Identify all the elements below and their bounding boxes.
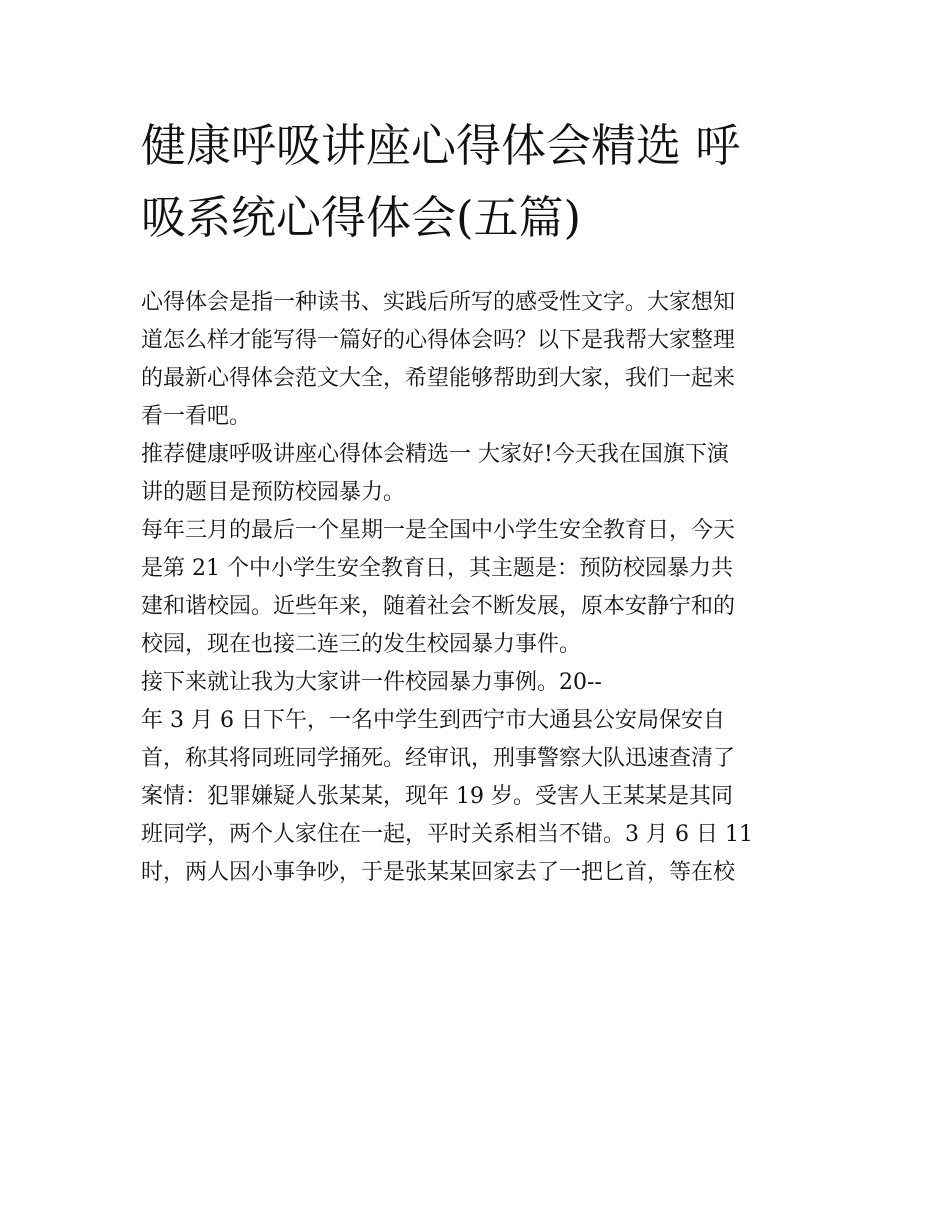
title-line: 健康呼吸讲座心得体会精选 呼 (141, 119, 741, 172)
title-line: 吸系统心得体会(五篇) (141, 191, 582, 244)
body-line: 时，两人因小事争吵，于是张某某回家去了一把匕首，等在校 (141, 860, 736, 885)
body-line: 看一看吧。 (141, 404, 252, 429)
body-line: 推荐健康呼吸讲座心得体会精选一 大家好!今天我在国旗下演 (141, 442, 729, 467)
document-body (141, 284, 821, 892)
body-line: 是第 21 个中小学生安全教育日，其主题是：预防校园暴力共 (141, 556, 733, 581)
body-line: 案情：犯罪嫌疑人张某某，现年 19 岁。受害人王某某是其同 (141, 784, 733, 809)
document-title (141, 110, 821, 254)
body-line: 建和谐校园。近些年来，随着社会不断发展，原本安静宁和的 (141, 594, 736, 619)
body-line: 的最新心得体会范文大全，希望能够帮助到大家，我们一起来 (141, 366, 736, 391)
body-line: 心得体会是指一种读书、实践后所写的感受性文字。大家想知 (141, 290, 736, 315)
body-line: 首，称其将同班同学捅死。经审讯，刑事警察大队迅速查清了 (141, 746, 736, 771)
body-line: 班同学，两个人家住在一起，平时关系相当不错。3 月 6 日 11 (141, 822, 753, 847)
body-line: 校园，现在也接二连三的发生校园暴力事件。 (141, 632, 582, 657)
body-line: 年 3 月 6 日下午，一名中学生到西宁市大通县公安局保安自 (141, 708, 725, 733)
body-line: 接下来就让我为大家讲一件校园暴力事例。20-- (141, 670, 602, 695)
body-line: 每年三月的最后一个星期一是全国中小学生安全教育日，今天 (141, 518, 736, 543)
body-line: 道怎么样才能写得一篇好的心得体会吗？以下是我帮大家整理 (141, 328, 736, 353)
body-line: 讲的题目是预防校园暴力。 (141, 480, 406, 505)
